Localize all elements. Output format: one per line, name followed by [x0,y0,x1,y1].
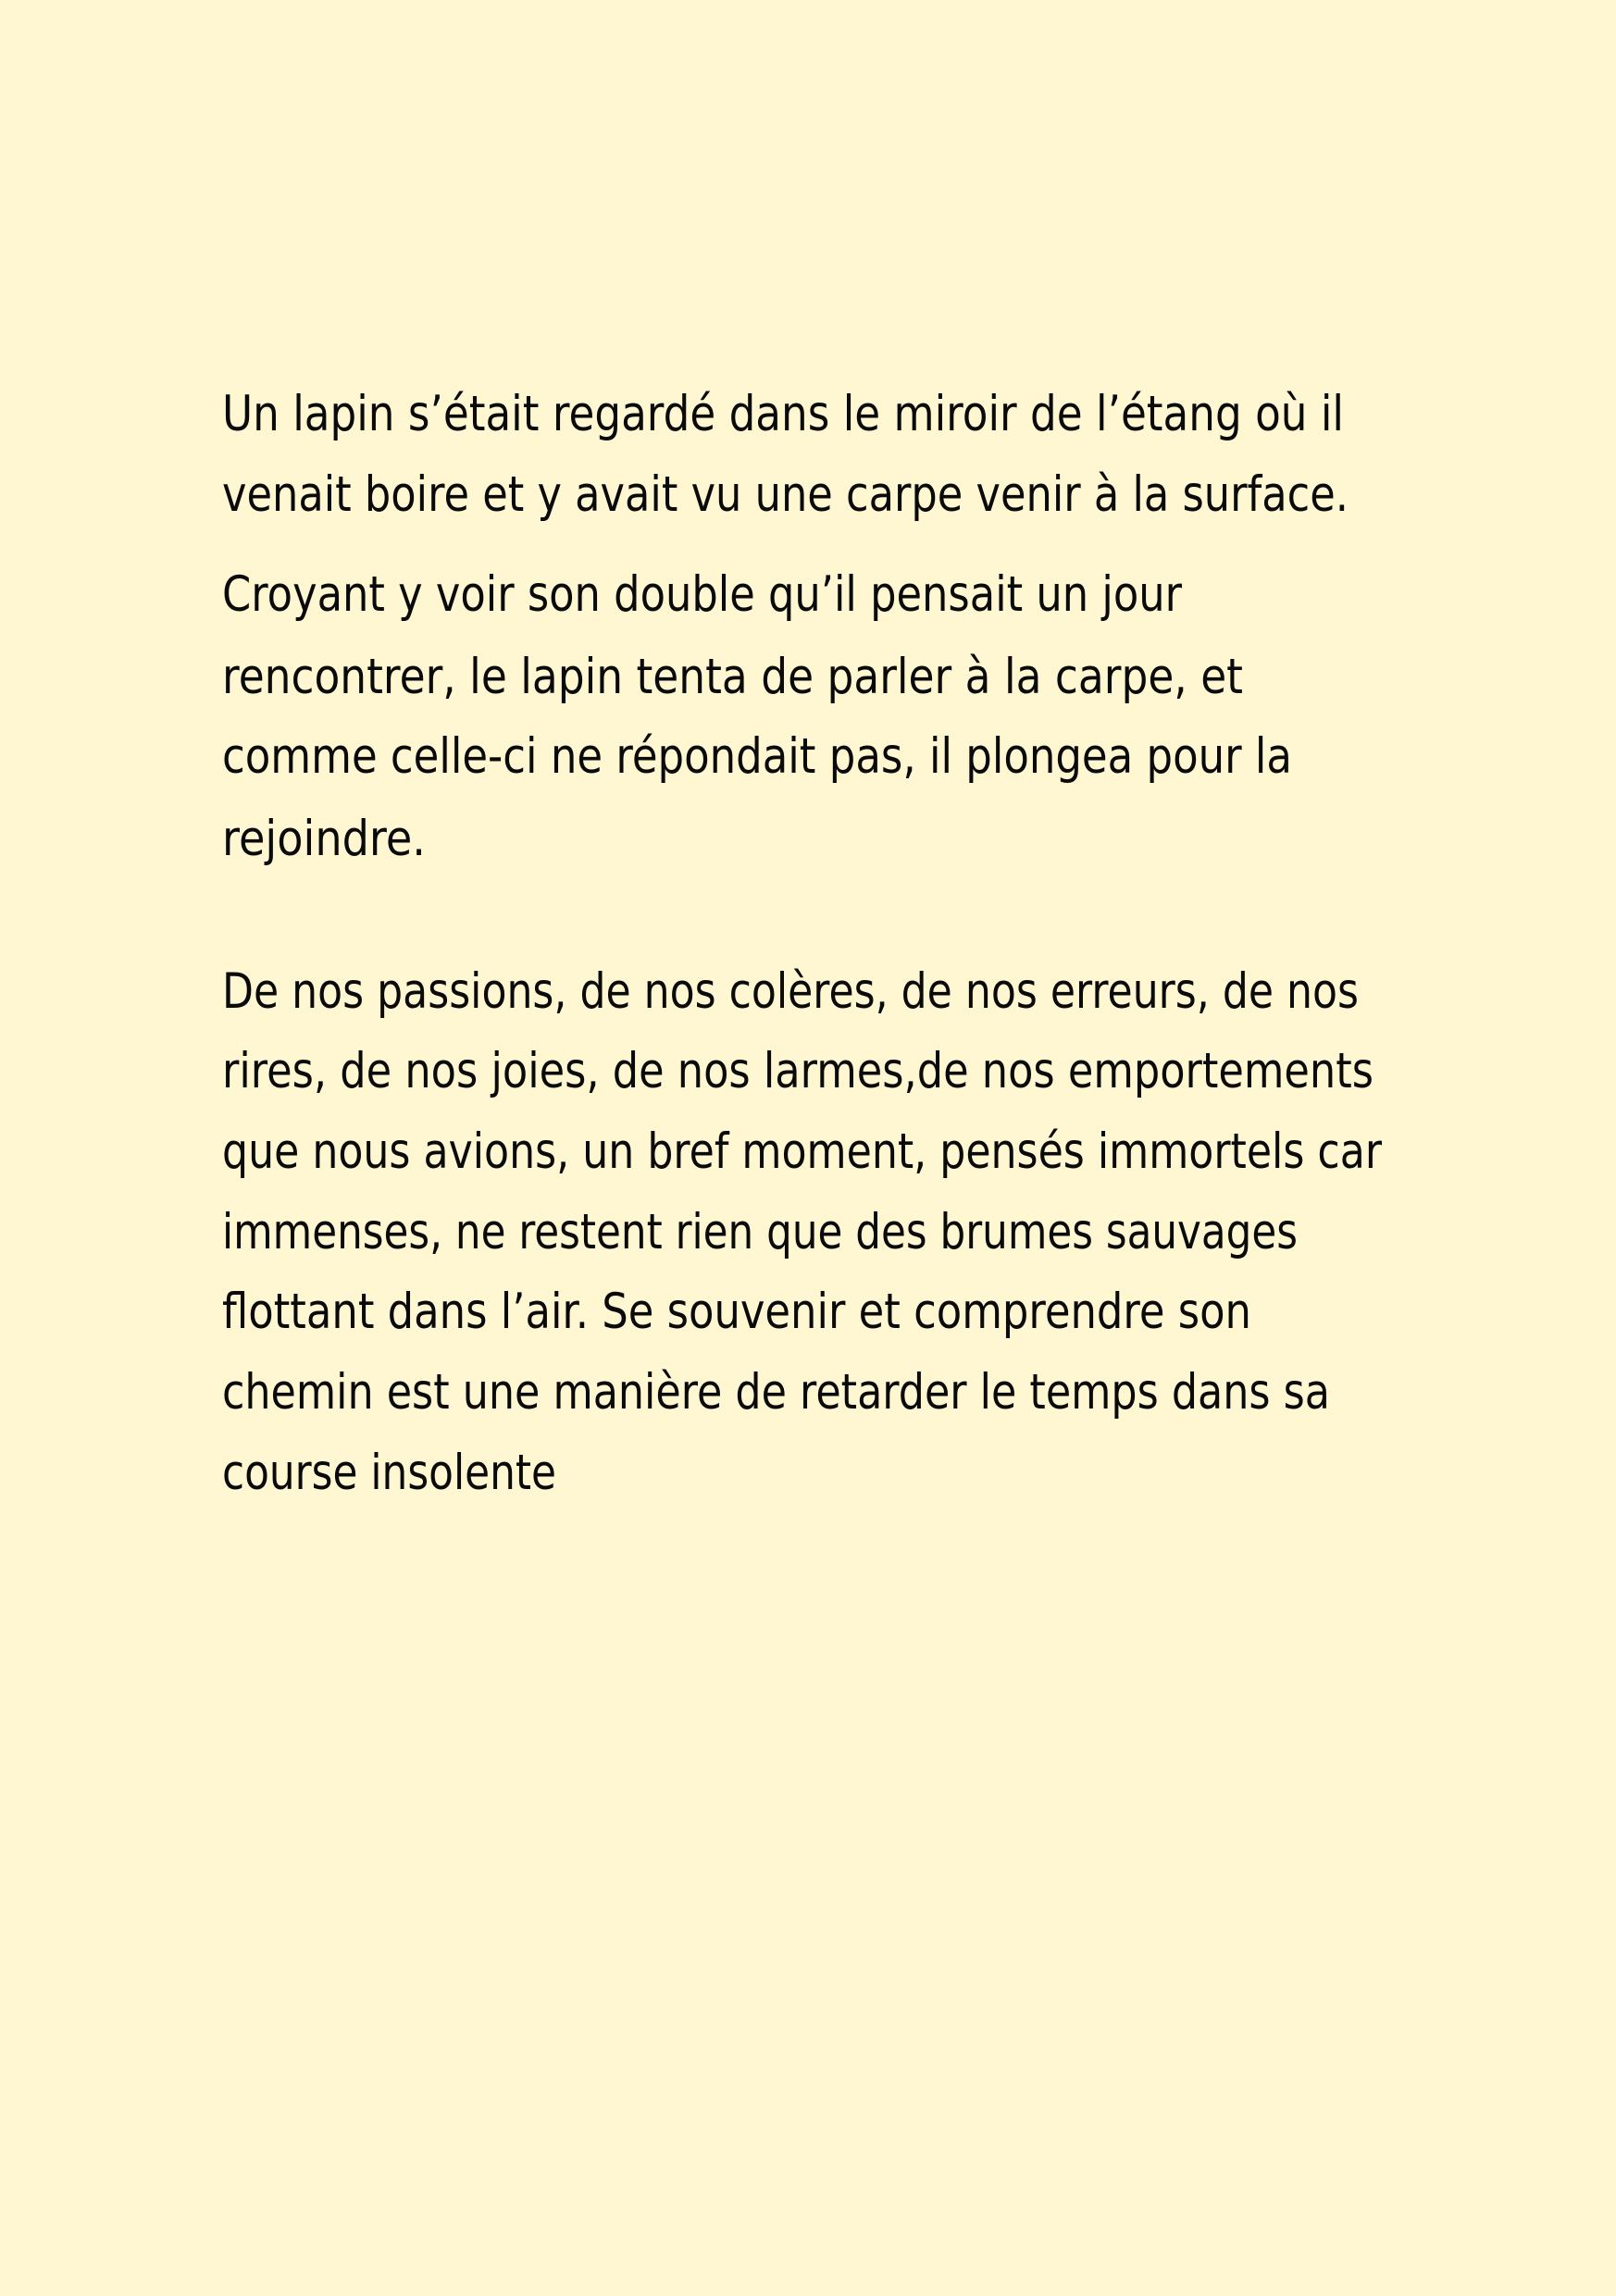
text-line: course insolente [222,1444,556,1501]
text-line: venait boire et y avait vu une carpe venir à la surface. [222,465,1349,523]
text-line: rires, de nos joies, de nos larmes,de nos emportements [222,1042,1374,1099]
text-line: immenses, ne restent rien que des brumes sauvages [222,1203,1298,1260]
text-line: rencontrer, le lapin tenta de parler à la carpe, et [222,648,1243,705]
text-line: Croyant y voir son double qu’il pensait un jour [222,565,1182,623]
text-line: rejoindre. [222,810,426,867]
text-line: comme celle-ci ne répondait pas, il plongea pour la [222,727,1292,785]
text-line: que nous avions, un bref moment, pensés immortels car [222,1123,1382,1180]
text-line: Un lapin s’était regardé dans le miroir de l’étang où il [222,385,1344,442]
text-line: flottant dans l’air. Se souvenir et comprendre son [222,1283,1251,1340]
text-line: De nos passions, de nos colères, de nos erreurs, de nos [222,962,1359,1020]
text-line: chemin est une manière de retarder le temps dans sa [222,1363,1330,1421]
